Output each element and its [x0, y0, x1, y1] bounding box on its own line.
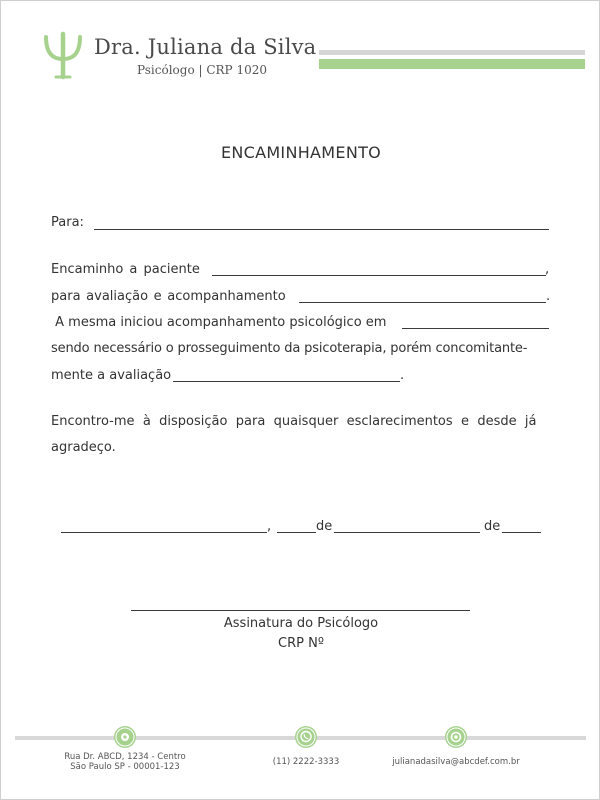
day-blank[interactable] — [277, 532, 316, 533]
location-icon — [114, 726, 136, 748]
city-blank[interactable] — [61, 532, 267, 533]
referral-line-4: sendo necessário o prosseguimento da psicoterapia, porém concomitante- — [51, 341, 528, 356]
referral-line-3: A mesma iniciou acompanhamento psicológico em — [51, 315, 387, 330]
date-comma: , — [267, 519, 272, 534]
closing-line-1: Encontro-me à disposição para quaisquer esclarecimentos e desde já — [51, 414, 537, 429]
evaluation-type-blank[interactable] — [173, 381, 400, 382]
date-de-1: de — [316, 519, 333, 534]
patient-name-blank[interactable] — [212, 275, 546, 276]
referral-line-5-end: . — [400, 368, 405, 383]
document-title: ENCAMINHAMENTO — [220, 143, 382, 162]
closing-line-2: agradeço. — [51, 440, 116, 455]
referral-line-5: mente a avaliação — [51, 368, 172, 383]
para-blank-line[interactable] — [94, 229, 549, 230]
whatsapp-icon — [295, 726, 317, 748]
referral-line-2-end: . — [546, 289, 551, 304]
date-de-2: de — [484, 519, 501, 534]
footer-phone[interactable]: (11) 2222-3333 — [272, 757, 340, 767]
evaluation-blank[interactable] — [299, 302, 546, 303]
referral-line-1: Encaminho a paciente — [51, 262, 200, 277]
header-gray-bar — [319, 50, 585, 55]
doctor-credentials: Psicólogo | CRP 1020 — [137, 63, 267, 77]
footer-email[interactable]: julianadasilva@abcdef.com.br — [392, 757, 520, 767]
referral-line-2: para avaliação e acompanhamento — [51, 289, 286, 304]
year-blank[interactable] — [502, 532, 541, 533]
start-date-blank[interactable] — [402, 328, 549, 329]
email-icon — [445, 726, 467, 748]
address-line-2: São Paulo SP - 00001-123 — [70, 762, 180, 772]
month-blank[interactable] — [334, 532, 480, 533]
signature-crp: CRP Nº — [278, 636, 324, 651]
signature-line[interactable] — [131, 610, 470, 611]
signature-label: Assinatura do Psicólogo — [223, 616, 379, 631]
psi-icon — [43, 31, 83, 81]
referral-line-1-end: , — [545, 262, 550, 277]
address-line-1: Rua Dr. ABCD, 1234 - Centro — [64, 752, 186, 762]
para-label: Para: — [51, 215, 84, 230]
doctor-name: Dra. Juliana da Silva — [94, 35, 317, 59]
header-green-bar — [319, 59, 585, 69]
